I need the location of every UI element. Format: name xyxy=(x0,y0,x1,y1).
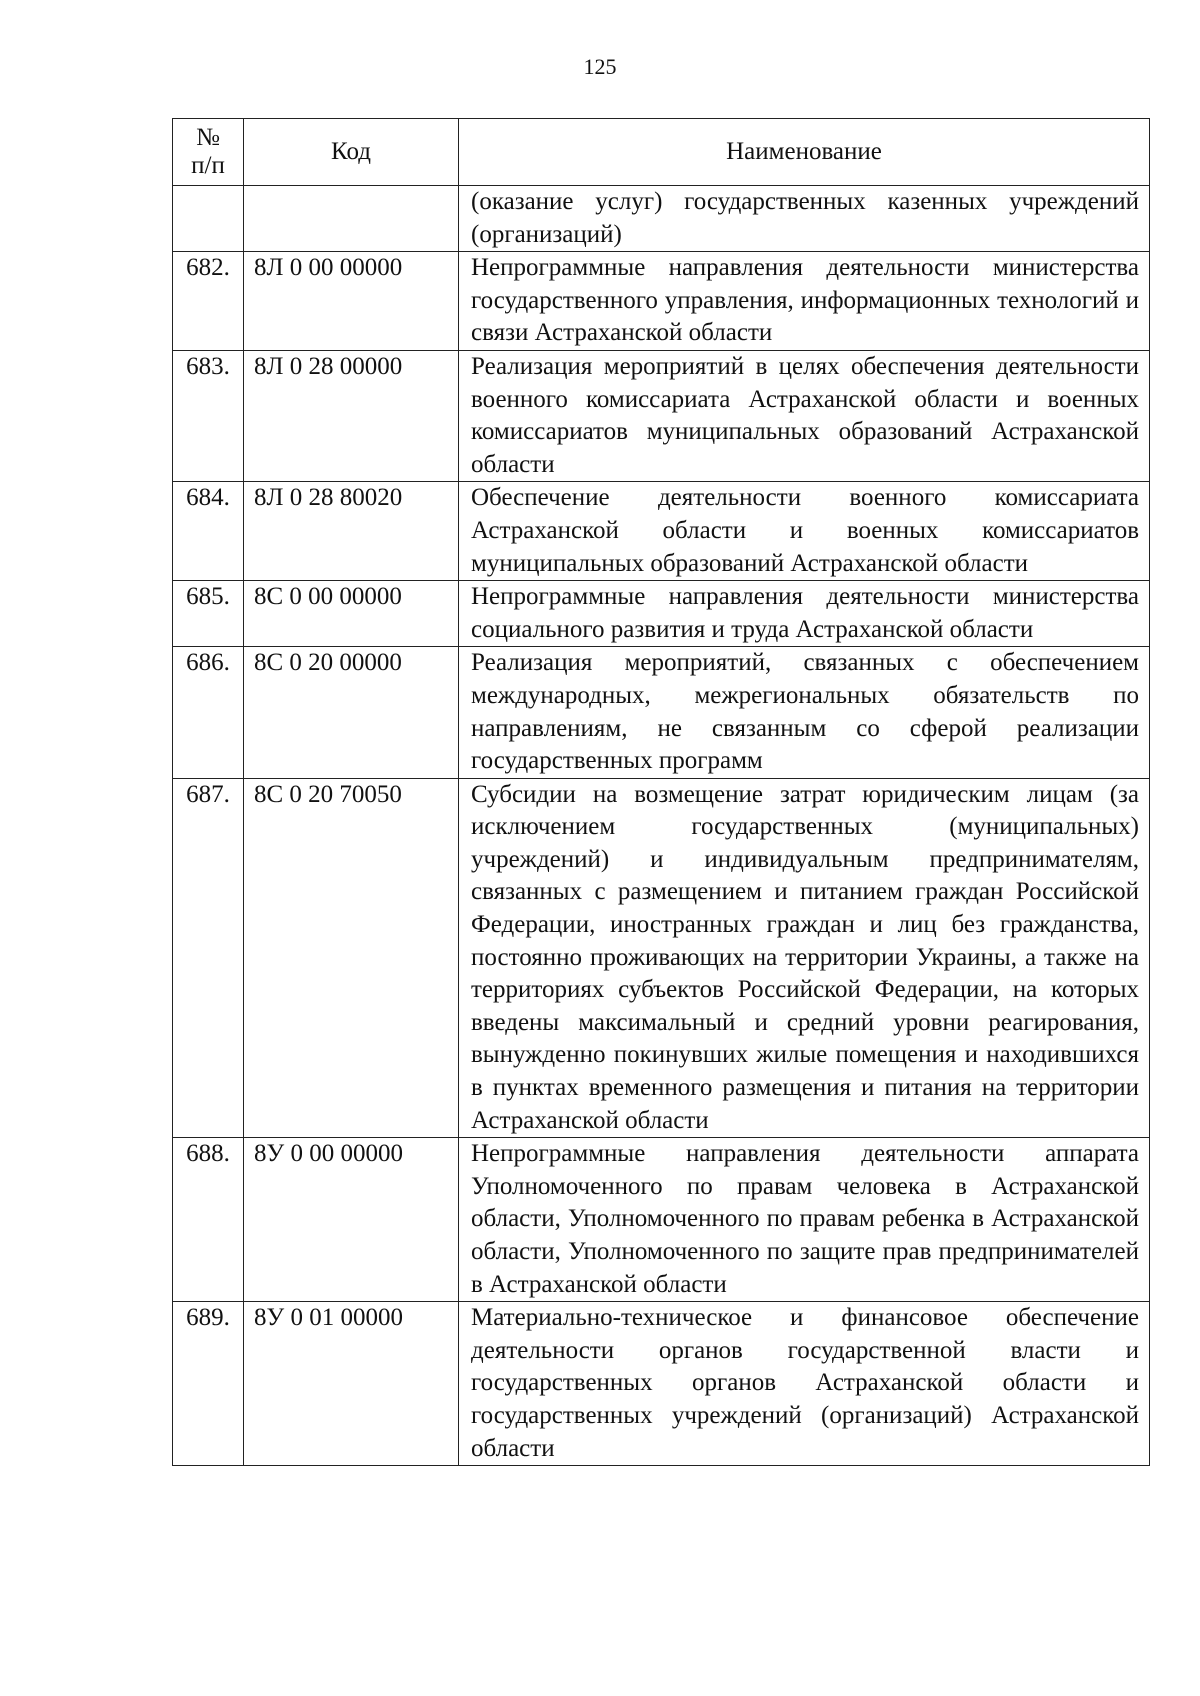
header-code: Код xyxy=(244,119,459,186)
row-number: 688. xyxy=(173,1138,244,1302)
row-code: 8Л 0 28 00000 xyxy=(244,350,459,481)
row-code: 8С 0 20 70050 xyxy=(244,778,459,1138)
header-number xyxy=(173,119,244,186)
budget-code-table xyxy=(172,118,1150,1466)
header-number-abbr: п/п xyxy=(191,152,225,179)
table-row xyxy=(173,1302,1150,1466)
table-row xyxy=(173,647,1150,778)
row-name: Субсидии на возмещение затрат юридическим лицам (за исключением государственных (муниципальных) учреждений) и индивидуальным предпринимателям, связанных с размещением и питанием граждан Российской Федерации, иностранных граждан и лиц без гражданства, постоянно проживающих на территории Украины, а также на территориях субъектов Российской Федерации, на которых введены максимальный и средний уровни реагирования, вынужденно покинувших жилые помещения и находившихся в пунктах временного размещения и питания на территории Астраханской области xyxy=(459,778,1150,1138)
row-number: 689. xyxy=(173,1302,244,1466)
header-name: Наименование xyxy=(459,119,1150,186)
row-code: 8У 0 01 00000 xyxy=(244,1302,459,1466)
row-number: 687. xyxy=(173,778,244,1138)
row-name: Непрограммные направления деятельности министерства социального развития и труда Астраханской области xyxy=(459,581,1150,647)
table-row xyxy=(173,252,1150,351)
row-number: 685. xyxy=(173,581,244,647)
row-code xyxy=(244,186,459,252)
row-code: 8С 0 00 00000 xyxy=(244,581,459,647)
row-name: (оказание услуг) государственных казенных учреждений (организаций) xyxy=(459,186,1150,252)
row-code: 8Л 0 28 80020 xyxy=(244,482,459,581)
row-number xyxy=(173,186,244,252)
table-row xyxy=(173,581,1150,647)
table-row xyxy=(173,1138,1150,1302)
row-code: 8У 0 00 00000 xyxy=(244,1138,459,1302)
row-name: Непрограммные направления деятельности аппарата Уполномоченного по правам человека в Астраханской области, Уполномоченного по правам ребенка в Астраханской области, Уполномоченного по защите прав предпринимателей в Астраханской области xyxy=(459,1138,1150,1302)
row-number: 686. xyxy=(173,647,244,778)
table-row xyxy=(173,778,1150,1138)
table-row xyxy=(173,482,1150,581)
row-name: Реализация мероприятий в целях обеспечения деятельности военного комиссариата Астраханской области и военных комиссариатов муниципальных образований Астраханской области xyxy=(459,350,1150,481)
row-number: 684. xyxy=(173,482,244,581)
row-number: 682. xyxy=(173,252,244,351)
row-code: 8Л 0 00 00000 xyxy=(244,252,459,351)
row-name: Материально-техническое и финансовое обеспечение деятельности органов государственной власти и государственных органов Астраханской области и государственных учреждений (организаций) Астраханской области xyxy=(459,1302,1150,1466)
table-header-row xyxy=(173,119,1150,186)
row-code: 8С 0 20 00000 xyxy=(244,647,459,778)
header-number-symbol: № xyxy=(196,124,220,151)
row-name: Непрограммные направления деятельности министерства государственного управления, информационных технологий и связи Астраханской области xyxy=(459,252,1150,351)
table-row xyxy=(173,186,1150,252)
row-name: Реализация мероприятий, связанных с обеспечением международных, межрегиональных обязательств по направлениям, не связанным со сферой реализации государственных программ xyxy=(459,647,1150,778)
row-number: 683. xyxy=(173,350,244,481)
page-number: 125 xyxy=(583,54,617,79)
row-name: Обеспечение деятельности военного комиссариата Астраханской области и военных комиссариатов муниципальных образований Астраханской области xyxy=(459,482,1150,581)
table-row xyxy=(173,350,1150,481)
